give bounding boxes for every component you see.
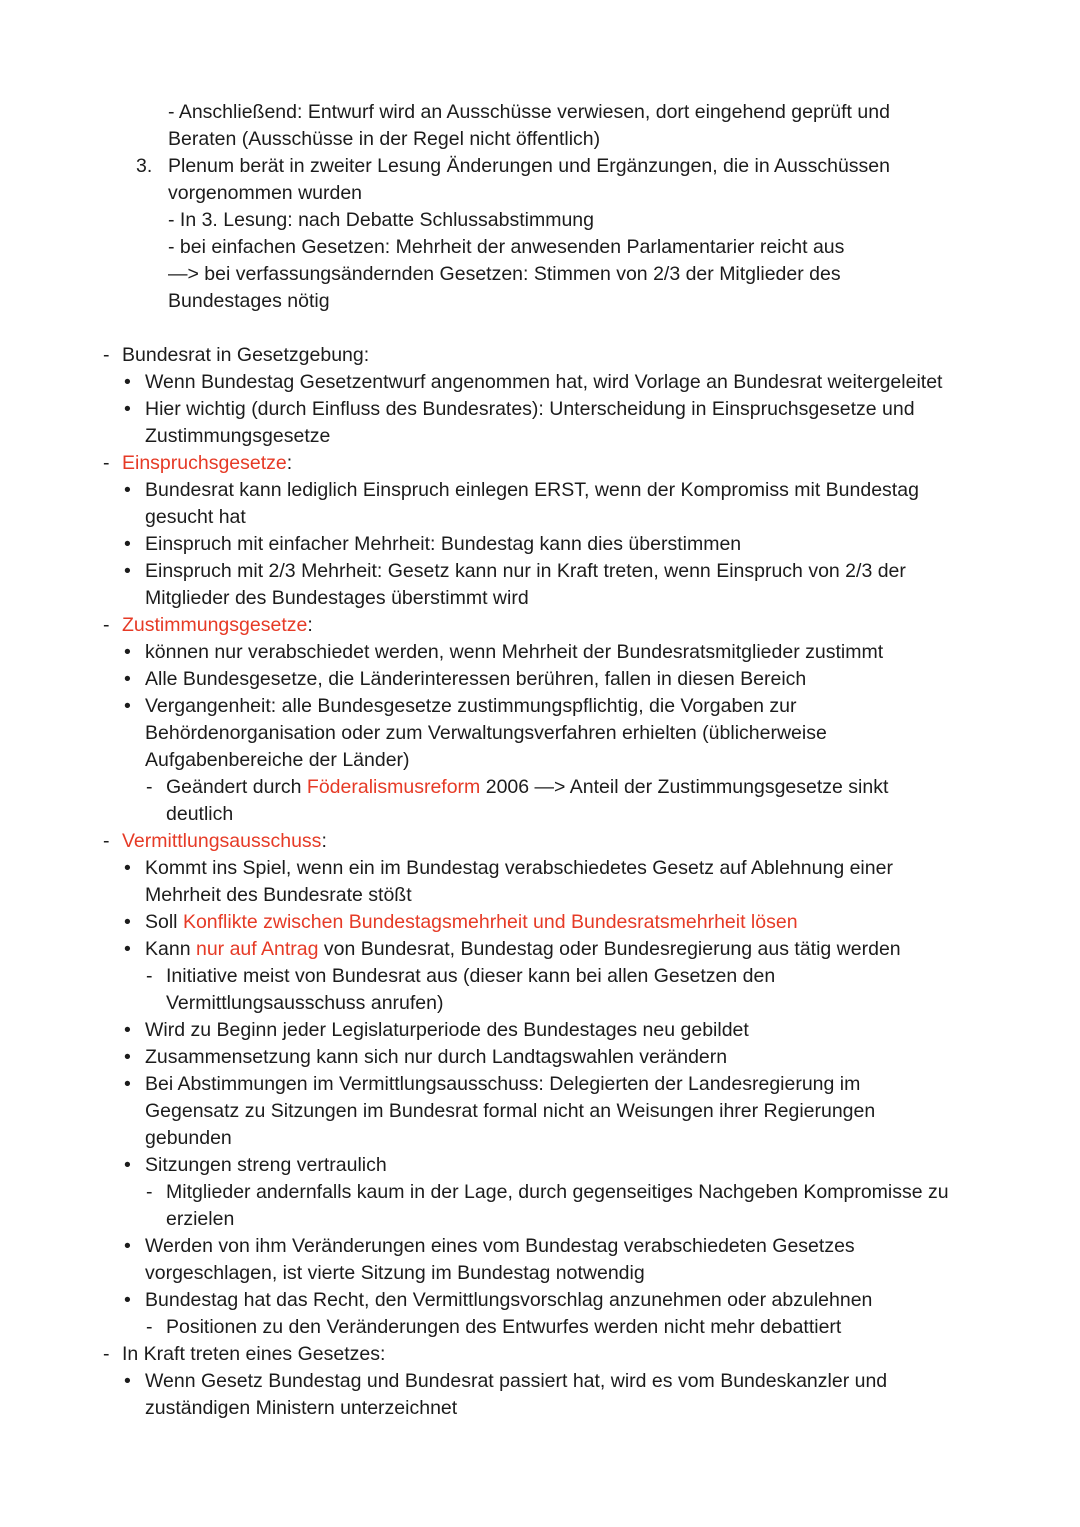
list-marker: - — [146, 1316, 153, 1338]
highlighted-term: Konflikte zwischen Bundestagsmehrheit und Bundesratsmehrheit lösen — [182, 911, 798, 933]
text-segment: Vergangenheit: alle Bundesgesetze zustimmungspflichtig, die Vorgaben zur — [145, 695, 797, 717]
text-segment: Initiative meist von Bundesrat aus (dieser kann bei allen Gesetzen den — [166, 965, 776, 987]
text-segment: Einspruch mit 2/3 Mehrheit: Gesetz kann nur in Kraft treten, wenn Einspruch von 2/3 der — [145, 560, 906, 582]
text-line — [145, 1071, 860, 1098]
text-line — [145, 1233, 855, 1260]
text-line — [145, 1017, 749, 1044]
text-segment: : — [321, 830, 327, 852]
text-segment: Werden von ihm Veränderungen eines vom Bundestag verabschiedeten Gesetzes — [145, 1235, 855, 1257]
text-line — [168, 261, 841, 288]
text-line — [168, 288, 330, 315]
list-marker: - — [146, 965, 153, 987]
text-line — [168, 207, 594, 234]
list-marker: 3. — [136, 155, 153, 177]
text-line — [145, 1260, 645, 1287]
text-line — [145, 558, 906, 585]
text-line — [145, 720, 827, 747]
list-marker: • — [124, 1370, 131, 1392]
text-line — [168, 99, 890, 126]
list-marker: - — [103, 1343, 110, 1365]
text-line — [166, 1179, 949, 1206]
text-line — [166, 990, 443, 1017]
text-segment: erzielen — [166, 1208, 235, 1230]
text-segment: Zustimmungsgesetze — [145, 425, 331, 447]
text-line — [145, 936, 901, 963]
list-marker: • — [124, 1019, 131, 1041]
list-marker: • — [124, 371, 131, 393]
text-segment: Positionen zu den Veränderungen des Entwurfes werden nicht mehr debattiert — [166, 1316, 842, 1338]
text-segment: können nur verabschiedet werden, wenn Mehrheit der Bundesratsmitglieder zustimmt — [145, 641, 884, 663]
text-segment: gebunden — [145, 1127, 232, 1149]
text-segment: Plenum berät in zweiter Lesung Änderungen und Ergänzungen, die in Ausschüssen — [168, 155, 890, 177]
list-marker: • — [124, 398, 131, 420]
text-segment: : — [286, 452, 293, 474]
text-line — [145, 585, 529, 612]
text-segment: Hier wichtig (durch Einfluss des Bundesrates): Unterscheidung in Einspruchsgesetze und — [145, 398, 915, 420]
text-segment: In Kraft treten eines Gesetzes: — [122, 1343, 386, 1365]
text-line — [166, 801, 233, 828]
text-line — [145, 1098, 875, 1125]
text-segment: Bundestages nötig — [168, 290, 330, 312]
text-line — [122, 612, 313, 639]
list-marker: • — [124, 479, 131, 501]
text-line — [122, 828, 327, 855]
list-marker: - — [103, 452, 110, 474]
list-marker: - — [146, 776, 153, 798]
text-segment: Sitzungen streng vertraulich — [145, 1154, 387, 1176]
list-marker: • — [124, 533, 131, 555]
text-segment: Mehrheit des Bundesrate stößt — [145, 884, 412, 906]
text-line — [145, 396, 915, 423]
list-marker: • — [124, 911, 131, 933]
list-marker: • — [124, 1154, 131, 1176]
text-segment: Alle Bundesgesetze, die Länderinteressen berühren, fallen in diesen Bereich — [145, 668, 807, 690]
text-segment: —> bei verfassungsändernden Gesetzen: Stimmen von 2/3 der Mitglieder des — [168, 263, 841, 285]
text-line — [145, 423, 330, 450]
text-line — [145, 1044, 727, 1071]
list-marker: • — [124, 1073, 131, 1095]
text-line — [168, 126, 600, 153]
list-marker: • — [124, 1289, 131, 1311]
list-marker: • — [124, 1046, 131, 1068]
list-marker: - — [146, 1181, 153, 1203]
text-segment: - bei einfachen Gesetzen: Mehrheit der anwesenden Parlamentarier reicht aus — [168, 236, 845, 258]
text-segment: Geändert durch — [166, 776, 307, 798]
text-line — [166, 1314, 841, 1341]
text-line — [145, 1152, 387, 1179]
text-segment: Bundesrat kann lediglich Einspruch einlegen ERST, wenn der Kompromiss mit Bundestag — [145, 479, 919, 501]
text-segment: Soll — [145, 911, 183, 933]
text-line — [122, 1341, 385, 1368]
text-line — [122, 450, 292, 477]
text-segment: Bundestag hat das Recht, den Vermittlungsvorschlag anzunehmen oder abzulehnen — [145, 1289, 873, 1311]
highlighted-term: Einspruchsgesetze — [122, 452, 287, 474]
text-segment: Behördenorganisation oder zum Verwaltungsverfahren erhielten (üblicherweise — [145, 722, 827, 744]
text-line — [122, 342, 369, 369]
text-segment: Zusammensetzung kann sich nur durch Landtagswahlen verändern — [145, 1046, 728, 1068]
text-line — [145, 477, 919, 504]
text-segment: gesucht hat — [145, 506, 246, 528]
text-line — [168, 180, 362, 207]
text-line — [145, 504, 246, 531]
text-segment: Bundesrat in Gesetzgebung: — [122, 344, 370, 366]
text-line — [145, 747, 410, 774]
list-marker: • — [124, 641, 131, 663]
text-segment: Beraten (Ausschüsse in der Regel nicht öffentlich) — [168, 128, 601, 150]
text-line — [145, 1125, 232, 1152]
highlighted-term: Föderalismusreform — [306, 776, 481, 798]
text-segment: - In 3. Lesung: nach Debatte Schlussabstimmung — [168, 209, 594, 231]
list-marker: • — [124, 695, 131, 717]
list-marker: • — [124, 938, 131, 960]
text-segment: Kommt ins Spiel, wenn ein im Bundestag verabschiedetes Gesetz auf Ablehnung einer — [145, 857, 893, 879]
text-line — [145, 531, 741, 558]
text-segment: Mitglieder andernfalls kaum in der Lage, durch gegenseitiges Nachgeben Kompromisse zu — [166, 1181, 949, 1203]
text-line — [145, 882, 412, 909]
text-segment: : — [307, 614, 313, 636]
text-line — [168, 234, 844, 261]
text-segment: Wird zu Beginn jeder Legislaturperiode des Bundestages neu gebildet — [145, 1019, 749, 1041]
text-line — [145, 369, 942, 396]
text-segment: Mitglieder des Bundestages überstimmt wird — [145, 587, 529, 609]
highlighted-term: nur auf Antrag — [195, 938, 319, 960]
text-line — [166, 963, 775, 990]
text-segment: 2006 —> Anteil der Zustimmungsgesetze sinkt — [480, 776, 889, 798]
text-line — [166, 1206, 234, 1233]
text-segment: Wenn Bundestag Gesetzentwurf angenommen hat, wird Vorlage an Bundesrat weitergeleitet — [145, 371, 943, 393]
text-segment: von Bundesrat, Bundestag oder Bundesregierung aus tätig werden — [318, 938, 901, 960]
list-marker: - — [103, 830, 110, 852]
list-marker: • — [124, 668, 131, 690]
text-line — [168, 153, 890, 180]
text-line — [145, 1395, 457, 1422]
text-segment: Bei Abstimmungen im Vermittlungsausschuss: Delegierten der Landesregierung im — [145, 1073, 861, 1095]
text-segment: vorgeschlagen, ist vierte Sitzung im Bundestag notwendig — [145, 1262, 645, 1284]
text-segment: deutlich — [166, 803, 234, 825]
text-line — [145, 666, 806, 693]
text-segment: Einspruch mit einfacher Mehrheit: Bundestag kann dies überstimmen — [145, 533, 742, 555]
text-segment: zuständigen Ministern unterzeichnet — [145, 1397, 458, 1419]
text-segment: Aufgabenbereiche der Länder) — [145, 749, 410, 771]
text-line — [145, 639, 883, 666]
text-segment: Kann — [145, 938, 196, 960]
text-line — [145, 855, 893, 882]
text-line — [145, 693, 797, 720]
text-segment: vorgenommen wurden — [168, 182, 363, 204]
highlighted-term: Zustimmungsgesetze — [122, 614, 308, 636]
text-segment: - Anschließend: Entwurf wird an Ausschüsse verwiesen, dort eingehend geprüft und — [168, 101, 890, 123]
list-marker: • — [124, 560, 131, 582]
highlighted-term: Vermittlungsausschuss — [122, 830, 322, 852]
text-segment: Vermittlungsausschuss anrufen) — [166, 992, 444, 1014]
list-marker: • — [124, 857, 131, 879]
text-line — [145, 1287, 872, 1314]
list-marker: - — [103, 344, 110, 366]
text-line — [145, 909, 798, 936]
list-marker: • — [124, 1235, 131, 1257]
text-segment: Wenn Gesetz Bundestag und Bundesrat passiert hat, wird es vom Bundeskanzler und — [145, 1370, 888, 1392]
list-marker: - — [103, 614, 110, 636]
text-line — [166, 774, 888, 801]
text-line — [145, 1368, 887, 1395]
text-segment: Gegensatz zu Sitzungen im Bundesrat formal nicht an Weisungen ihrer Regierungen — [145, 1100, 876, 1122]
